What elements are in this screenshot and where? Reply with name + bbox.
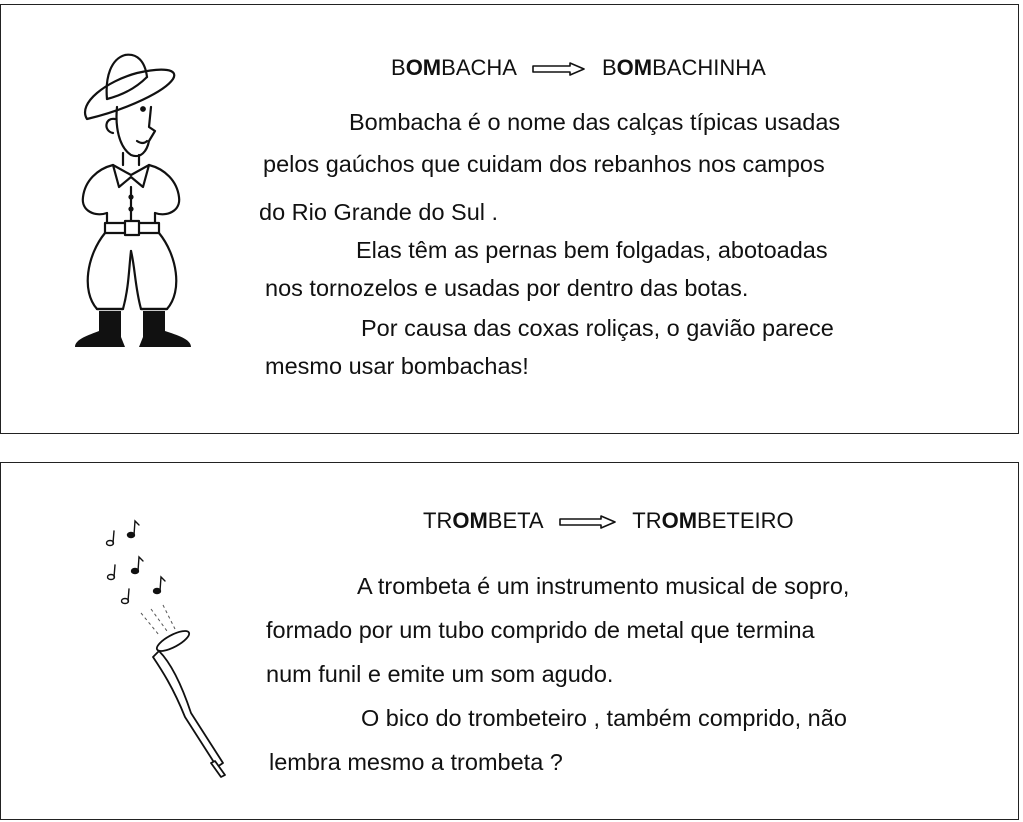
text-line: formado por um tubo comprido de metal que termina xyxy=(266,617,815,643)
text-line: nos tornozelos e usadas por dentro das botas. xyxy=(265,275,749,301)
text-line: A trombeta é um instrumento musical de sopro, xyxy=(357,573,850,599)
word-om: OM xyxy=(405,55,442,80)
text-line: Elas têm as pernas bem folgadas, abotoadas xyxy=(356,237,828,263)
trombeta-card xyxy=(0,462,1019,820)
word-om: OM xyxy=(452,508,488,533)
word-heading xyxy=(423,508,794,534)
word-prefix: TR xyxy=(423,508,453,533)
word-heading xyxy=(391,55,766,81)
text-line: num funil e emite um som agudo. xyxy=(266,661,614,687)
derived-prefix: B xyxy=(601,55,617,80)
gaucho-boy-icon xyxy=(67,47,207,353)
arrow-right-icon xyxy=(559,515,617,529)
text-line: Por causa das coxas roliças, o gavião parece xyxy=(361,315,834,341)
derived-om: OM xyxy=(661,508,698,533)
derived-suffix: BACHINHA xyxy=(652,55,766,80)
word-suffix: BACHA xyxy=(441,55,516,80)
text-line: mesmo usar bombachas! xyxy=(265,353,529,379)
text-line: pelos gaúchos que cuidam dos rebanhos nos campos xyxy=(263,151,825,177)
text-line: do Rio Grande do Sul . xyxy=(259,199,499,225)
word-prefix: B xyxy=(391,55,406,80)
derived-om: OM xyxy=(616,55,653,80)
text-line: lembra mesmo a trombeta ? xyxy=(269,749,563,775)
arrow-right-icon xyxy=(532,62,586,76)
derived-prefix: TR xyxy=(632,508,662,533)
bombacha-card xyxy=(0,4,1019,434)
word-suffix: BETA xyxy=(487,508,543,533)
derived-suffix: BETEIRO xyxy=(697,508,794,533)
trumpet-with-music-notes-icon xyxy=(101,513,241,783)
text-line: O bico do trombeteiro , também comprido, não xyxy=(361,705,847,731)
text-line: Bombacha é o nome das calças típicas usadas xyxy=(349,109,841,135)
